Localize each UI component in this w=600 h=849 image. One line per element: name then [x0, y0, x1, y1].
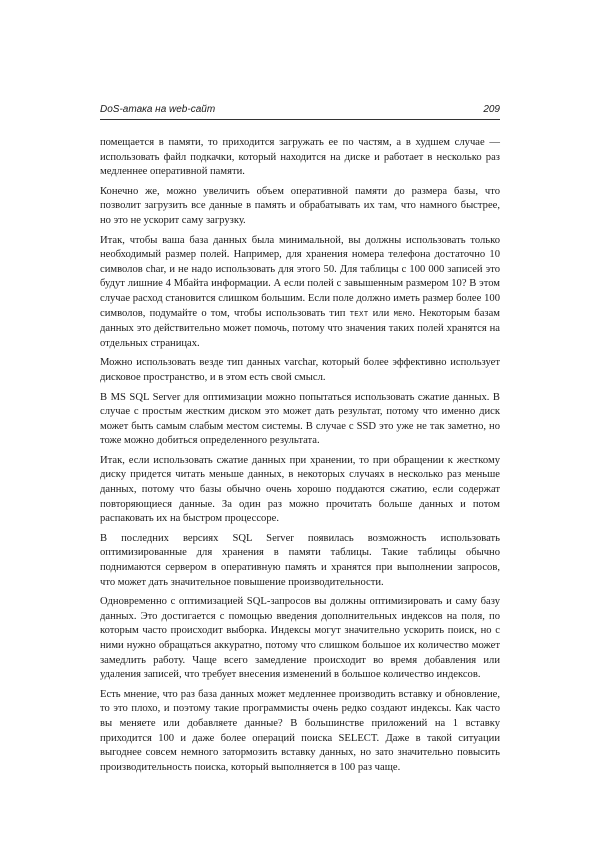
code-type-text: TEXT: [349, 310, 369, 319]
paragraph-3-text-c: . Некоторым базам данных это действительно может помочь, потому что значения таких полей хранятся на отдельных страницах.: [100, 307, 500, 349]
paragraph-5: В MS SQL Server для оптимизации можно попытаться использовать сжатие данных. В случае с простым жестким диском это может дать результат, потому что именно диск может быть самым слабым местом системы. В случае с SSD это уже не так заметно, но тоже можно добиться определенного результата.: [100, 391, 500, 447]
paragraph-9: Есть мнение, что раз база данных может медленнее производить вставку и обновление, то это плохо, и поэтому такие программисты очень редко создают индексы. Как часто вы меняете или добавляете данные? В большинстве приложений на 1 вставку приходится 100 и даже более операций поиска SELECT. Даже в такой ситуации выгоднее совсем немного затормозить вставку данных, но зато значительно повысить производительность поиска, который выполняется в 100 раз чаще.: [100, 688, 500, 773]
header-divider: [100, 119, 500, 120]
page-header: [100, 104, 500, 118]
paragraph-2: Конечно же, можно увеличить объем оперативной памяти до размера базы, что позволит загрузить все данные в память и обрабатывать их там, что намного быстрее, но это не ускорит саму загрузку.: [100, 185, 500, 226]
paragraph-6: Итак, если использовать сжатие данных при хранении, то при обращении к жесткому диску придется читать меньше данных, в некоторых случаях в несколько раз меньше данных, потому что базы обычно очень хорошо поддаются сжатию, если содержат повторяющиеся данные. За один раз можно прочитать больше данных и потом распаковать их на быстром процессоре.: [100, 454, 500, 525]
paragraph-8: Одновременно с оптимизацией SQL-запросов вы должны оптимизировать и саму базу данных. Это достигается с помощью введения дополнительных индексов на поля, по которым часто происходит выборка. Индексы могут значительно ускорить поиск, но с ними нужно обращаться аккуратно, потому что слишком большое их количество может замедлить работу. Чаще всего замедление происходит во время добавления или удаления записей, что требует внесения изменений в большое количество индексов.: [100, 596, 500, 681]
body-text: [100, 136, 500, 780]
paragraph-1: помещается в памяти, то приходится загружать ее по частям, а в худшем случае — использовать файл подкачки, который находится на диске и работает в несколько раз медленнее оперативной памяти.: [100, 137, 500, 178]
paragraph-3-text-a: Итак, чтобы ваша база данных была минимальной, вы должны использовать только необходимый размер полей. Например, для хранения номера телефона достаточно 10 символов char, и не надо использовать для этого 50. Для таблицы с 100 000 записей это будут лишние 4 Мбайта информации. А если полей с завышенным размером 10? В этом случае расход становится слишком большим. Если поле должно иметь размер более 100 символов, подумайте о том, чтобы использовать тип: [100, 234, 500, 319]
code-type-memo: MEMO: [393, 310, 413, 319]
page-number: 209: [483, 104, 500, 115]
running-title: DoS-атака на web-сайт: [100, 104, 216, 115]
paragraph-4: Можно использовать везде тип данных varchar, который более эффективно использует дисковое пространство, и в этом есть свой смысл.: [100, 357, 500, 383]
paragraph-3-text-b: или: [368, 307, 394, 319]
paragraph-7: В последних версиях SQL Server появилась возможность использовать оптимизированные для хранения в памяти таблицы. Такие таблицы обычно поднимаются сервером в оперативную память и хранятся при выполнении запросов, что может дать значительное повышение производительности.: [100, 532, 500, 588]
paragraph-3: [100, 234, 500, 352]
